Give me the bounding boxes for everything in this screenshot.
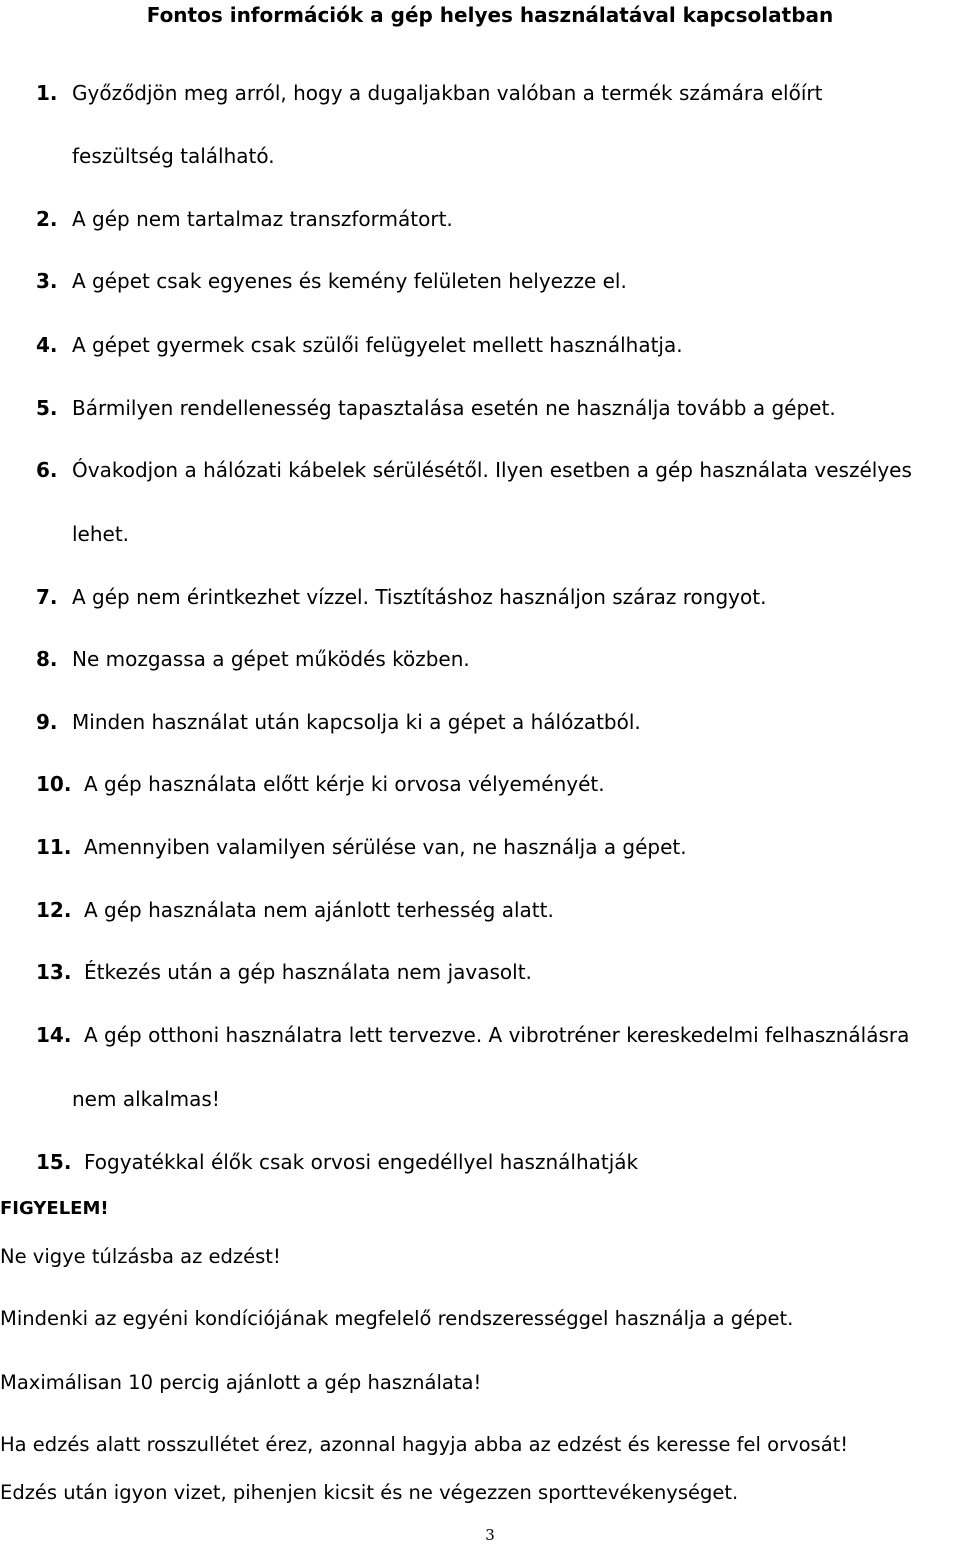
list-item-number: 6. xyxy=(36,458,58,482)
list-item-text: A gép használata előtt kérje ki orvosa vélyeményét. xyxy=(84,772,605,796)
list-item-number: 5. xyxy=(36,396,58,420)
list-item-number: 8. xyxy=(36,647,58,671)
list-item-text: Fogyatékkal élők csak orvosi engedéllyel használhatják xyxy=(84,1150,639,1174)
list-item-text: A gép használata nem ajánlott terhesség alatt. xyxy=(84,898,554,922)
list-item-number: 12. xyxy=(36,898,72,922)
warning-line: Ne vigye túlzásba az edzést! xyxy=(0,1245,281,1268)
list-item-text: Étkezés után a gép használata nem javasolt. xyxy=(84,960,532,984)
list-item-text: A gép otthoni használatra lett tervezve. A vibrotréner kereskedelmi felhasználásra xyxy=(84,1023,910,1047)
page-number: 3 xyxy=(485,1526,495,1544)
list-item-number: 11. xyxy=(36,835,72,859)
list-item-text: Bármilyen rendellenesség tapasztalása esetén ne használja tovább a gépet. xyxy=(72,396,836,420)
list-item-number: 9. xyxy=(36,710,58,734)
list-item-text: Óvakodjon a hálózati kábelek sérülésétől. Ilyen esetben a gép használata veszélyes xyxy=(72,458,912,482)
warning-line: Mindenki az egyéni kondíciójának megfelelő rendszerességgel használja a gépet. xyxy=(0,1307,794,1330)
list-item-text: Amennyiben valamilyen sérülése van, ne használja a gépet. xyxy=(84,835,687,859)
list-item-text: A gép nem érintkezhet vízzel. Tisztításhoz használjon száraz rongyot. xyxy=(72,585,767,609)
list-item-number: 2. xyxy=(36,207,58,231)
list-item-number: 1. xyxy=(36,81,58,105)
document-title: Fontos információk a gép helyes használatával kapcsolatban xyxy=(146,3,834,27)
list-item-number: 13. xyxy=(36,960,72,984)
list-item-text: A gép nem tartalmaz transzformátort. xyxy=(72,207,453,231)
list-item-number: 14. xyxy=(36,1023,72,1047)
list-item-text-continued: nem alkalmas! xyxy=(72,1087,220,1111)
warning-line: Edzés után igyon vizet, pihenjen kicsit és ne végezzen sporttevékenységet. xyxy=(0,1481,739,1504)
warning-line: Maximálisan 10 percig ajánlott a gép használata! xyxy=(0,1371,482,1394)
list-item-number: 7. xyxy=(36,585,58,609)
list-item-text-continued: feszültség található. xyxy=(72,144,275,168)
list-item-number: 15. xyxy=(36,1150,72,1174)
list-item-number: 4. xyxy=(36,333,58,357)
warning-line: Ha edzés alatt rosszullétet érez, azonnal hagyja abba az edzést és keresse fel orvosát! xyxy=(0,1433,849,1456)
warning-heading: FIGYELEM! xyxy=(0,1198,109,1219)
list-item-text: A gépet gyermek csak szülői felügyelet mellett használhatja. xyxy=(72,333,683,357)
list-item-text: Minden használat után kapcsolja ki a gépet a hálózatból. xyxy=(72,710,641,734)
list-item-text: Győződjön meg arról, hogy a dugaljakban valóban a termék számára előírt xyxy=(72,81,823,105)
list-item-text-continued: lehet. xyxy=(72,522,130,546)
list-item-text: A gépet csak egyenes és kemény felületen helyezze el. xyxy=(72,269,627,293)
list-item-number: 10. xyxy=(36,772,72,796)
list-item-number: 3. xyxy=(36,269,58,293)
list-item-text: Ne mozgassa a gépet működés közben. xyxy=(72,647,470,671)
